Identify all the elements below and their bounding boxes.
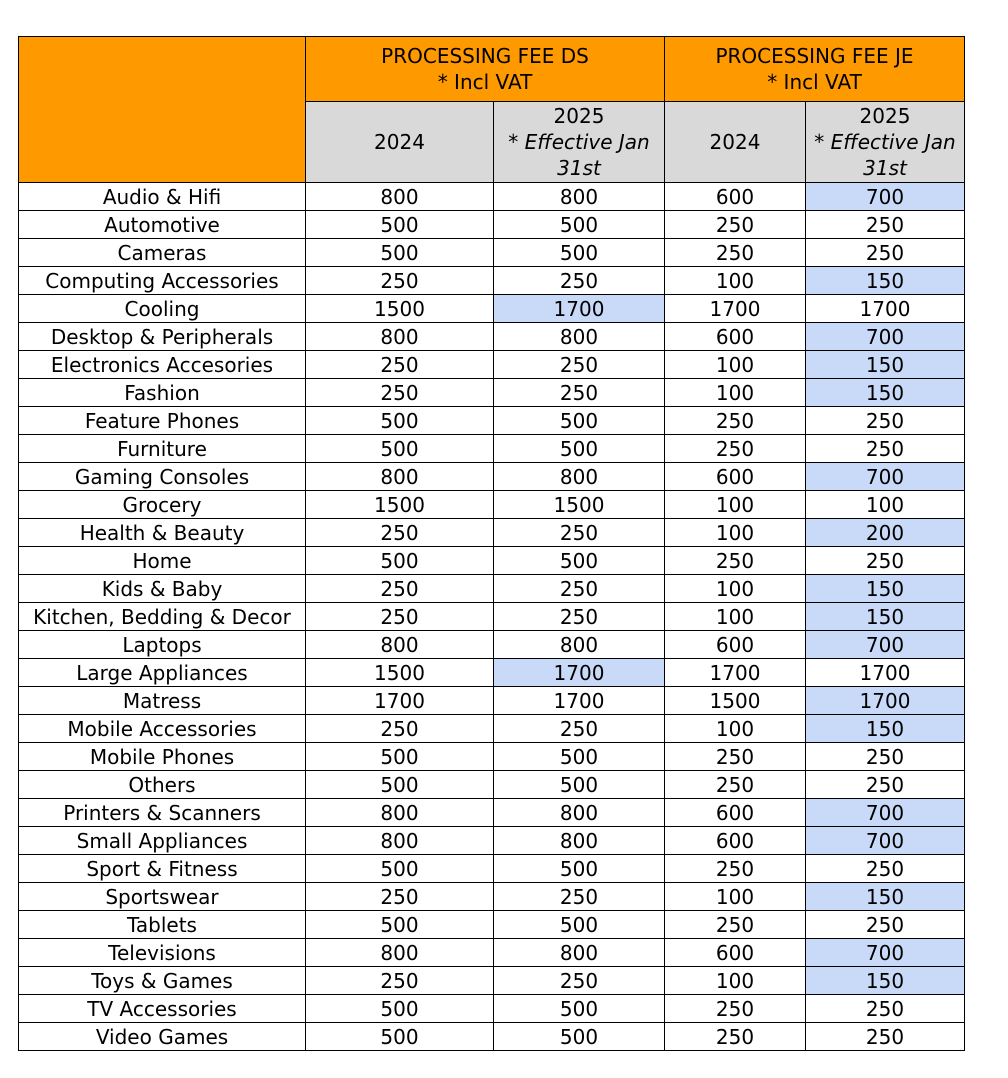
fee-cell-ds2025: 800 — [494, 631, 665, 659]
fee-cell-ds2024: 500 — [306, 855, 494, 883]
table-row — [19, 603, 965, 631]
fee-cell-ds2025: 500 — [494, 855, 665, 883]
fee-cell-je2024: 250 — [665, 239, 806, 267]
fee-cell-je2025: 1700 — [806, 295, 965, 323]
fee-cell-ds2024: 500 — [306, 995, 494, 1023]
fee-cell-ds2024: 800 — [306, 631, 494, 659]
table-row — [19, 239, 965, 267]
fee-cell-je2024: 100 — [665, 379, 806, 407]
fee-cell-je2024: 100 — [665, 267, 806, 295]
fee-cell-je2025: 250 — [806, 407, 965, 435]
fee-cell-je2024: 250 — [665, 1023, 806, 1051]
category-cell: Kitchen, Bedding & Decor — [19, 603, 306, 631]
category-cell: Furniture — [19, 435, 306, 463]
category-cell: Fashion — [19, 379, 306, 407]
fee-cell-je2025: 700 — [806, 323, 965, 351]
fee-cell-ds2024: 800 — [306, 799, 494, 827]
fee-cell-ds2024: 250 — [306, 351, 494, 379]
fee-cell-ds2025: 250 — [494, 603, 665, 631]
fee-cell-ds2024: 500 — [306, 1023, 494, 1051]
category-cell: Gaming Consoles — [19, 463, 306, 491]
fee-cell-ds2024: 500 — [306, 435, 494, 463]
category-cell: Audio & Hifi — [19, 183, 306, 211]
group-header-ds — [306, 37, 665, 102]
fee-cell-ds2025: 500 — [494, 239, 665, 267]
fee-cell-je2024: 250 — [665, 911, 806, 939]
fee-cell-ds2025: 1700 — [494, 295, 665, 323]
fee-cell-ds2024: 500 — [306, 771, 494, 799]
fee-cell-ds2024: 250 — [306, 883, 494, 911]
fee-cell-ds2025: 250 — [494, 351, 665, 379]
fee-cell-ds2024: 250 — [306, 715, 494, 743]
table-row — [19, 323, 965, 351]
fee-cell-je2025: 1700 — [806, 687, 965, 715]
category-cell: Electronics Accesories — [19, 351, 306, 379]
fee-cell-ds2025: 500 — [494, 435, 665, 463]
table-row — [19, 995, 965, 1023]
fee-cell-je2025: 700 — [806, 183, 965, 211]
table-row — [19, 491, 965, 519]
category-cell: Tablets — [19, 911, 306, 939]
fee-cell-je2025: 250 — [806, 435, 965, 463]
category-cell: Cameras — [19, 239, 306, 267]
category-cell: Cooling — [19, 295, 306, 323]
table-row — [19, 715, 965, 743]
table-row — [19, 435, 965, 463]
fee-cell-je2024: 1700 — [665, 295, 806, 323]
category-cell: Feature Phones — [19, 407, 306, 435]
table-row — [19, 659, 965, 687]
fee-cell-ds2025: 250 — [494, 967, 665, 995]
group-header-ds-note: * Incl VAT — [437, 70, 533, 94]
category-cell: Home — [19, 547, 306, 575]
fee-rows — [19, 183, 965, 1051]
group-header-row — [19, 37, 965, 102]
fee-cell-ds2025: 500 — [494, 995, 665, 1023]
table-row — [19, 939, 965, 967]
fee-cell-je2025: 250 — [806, 995, 965, 1023]
fee-cell-ds2025: 250 — [494, 575, 665, 603]
fee-cell-ds2025: 500 — [494, 743, 665, 771]
fee-cell-je2025: 250 — [806, 743, 965, 771]
fee-cell-ds2024: 800 — [306, 939, 494, 967]
fee-cell-je2025: 250 — [806, 239, 965, 267]
fee-cell-ds2025: 250 — [494, 379, 665, 407]
fee-cell-ds2025: 500 — [494, 911, 665, 939]
table-row — [19, 687, 965, 715]
fee-cell-je2024: 100 — [665, 883, 806, 911]
fee-cell-ds2024: 1700 — [306, 687, 494, 715]
category-cell: Sport & Fitness — [19, 855, 306, 883]
col-header-ds-2024: 2024 — [306, 102, 494, 183]
fee-cell-je2025: 700 — [806, 827, 965, 855]
category-cell: Sportswear — [19, 883, 306, 911]
fee-cell-je2024: 100 — [665, 491, 806, 519]
table-row — [19, 547, 965, 575]
fee-cell-je2024: 100 — [665, 575, 806, 603]
fee-cell-je2024: 250 — [665, 435, 806, 463]
category-cell: Video Games — [19, 1023, 306, 1051]
fee-cell-ds2024: 250 — [306, 267, 494, 295]
fee-cell-ds2025: 800 — [494, 799, 665, 827]
fee-cell-ds2025: 800 — [494, 183, 665, 211]
fee-cell-je2024: 600 — [665, 323, 806, 351]
fee-cell-ds2024: 800 — [306, 323, 494, 351]
col-header-je-2025-note: Effective Jan 31st — [830, 130, 956, 180]
fee-cell-je2025: 1700 — [806, 659, 965, 687]
processing-fee-table — [18, 36, 965, 1051]
table-row — [19, 799, 965, 827]
table-row — [19, 211, 965, 239]
fee-cell-ds2024: 500 — [306, 743, 494, 771]
category-cell: Toys & Games — [19, 967, 306, 995]
fee-cell-ds2024: 250 — [306, 379, 494, 407]
fee-cell-ds2025: 250 — [494, 883, 665, 911]
fee-cell-ds2025: 500 — [494, 547, 665, 575]
category-cell: TV Accessories — [19, 995, 306, 1023]
fee-cell-ds2025: 500 — [494, 211, 665, 239]
fee-cell-ds2025: 1700 — [494, 687, 665, 715]
category-cell: Printers & Scanners — [19, 799, 306, 827]
group-header-je-note: * Incl VAT — [767, 70, 862, 94]
category-cell: Desktop & Peripherals — [19, 323, 306, 351]
group-header-je-title: PROCESSING FEE JE — [715, 44, 914, 68]
col-header-je-2025-star: * — [814, 130, 825, 154]
fee-cell-je2024: 250 — [665, 771, 806, 799]
table-row — [19, 379, 965, 407]
fee-cell-ds2024: 250 — [306, 575, 494, 603]
fee-cell-ds2024: 500 — [306, 547, 494, 575]
fee-cell-ds2025: 500 — [494, 771, 665, 799]
category-cell: Small Appliances — [19, 827, 306, 855]
category-cell: Others — [19, 771, 306, 799]
fee-cell-je2024: 250 — [665, 547, 806, 575]
fee-cell-je2025: 150 — [806, 967, 965, 995]
fee-cell-ds2025: 800 — [494, 323, 665, 351]
fee-cell-je2024: 250 — [665, 855, 806, 883]
group-header-je — [665, 37, 965, 102]
fee-cell-ds2025: 250 — [494, 267, 665, 295]
category-cell: Mobile Accessories — [19, 715, 306, 743]
col-header-je-2025-year: 2025 — [859, 104, 911, 128]
category-cell: Televisions — [19, 939, 306, 967]
col-header-je-2025 — [806, 102, 965, 183]
fee-cell-ds2025: 250 — [494, 519, 665, 547]
fee-cell-ds2024: 500 — [306, 407, 494, 435]
group-header-ds-title: PROCESSING FEE DS — [381, 44, 589, 68]
fee-cell-ds2024: 1500 — [306, 491, 494, 519]
category-cell: Computing Accessories — [19, 267, 306, 295]
fee-cell-je2025: 700 — [806, 631, 965, 659]
fee-cell-je2024: 100 — [665, 967, 806, 995]
fee-cell-je2025: 700 — [806, 939, 965, 967]
fee-cell-je2024: 600 — [665, 799, 806, 827]
fee-cell-ds2024: 1500 — [306, 659, 494, 687]
fee-cell-je2024: 600 — [665, 183, 806, 211]
table-row — [19, 1023, 965, 1051]
fee-cell-je2025: 150 — [806, 883, 965, 911]
table-row — [19, 407, 965, 435]
fee-cell-je2025: 250 — [806, 1023, 965, 1051]
table-row — [19, 827, 965, 855]
category-cell: Kids & Baby — [19, 575, 306, 603]
fee-cell-je2024: 600 — [665, 631, 806, 659]
col-header-ds-2025-year: 2025 — [553, 104, 605, 128]
fee-cell-ds2024: 800 — [306, 183, 494, 211]
table-row — [19, 911, 965, 939]
fee-cell-je2025: 250 — [806, 855, 965, 883]
fee-cell-je2025: 100 — [806, 491, 965, 519]
table-row — [19, 575, 965, 603]
table-row — [19, 519, 965, 547]
fee-cell-je2024: 100 — [665, 351, 806, 379]
fee-cell-ds2024: 250 — [306, 519, 494, 547]
fee-cell-ds2024: 1500 — [306, 295, 494, 323]
fee-cell-je2024: 100 — [665, 603, 806, 631]
col-header-je-2024: 2024 — [665, 102, 806, 183]
category-cell: Grocery — [19, 491, 306, 519]
fee-cell-ds2025: 250 — [494, 715, 665, 743]
table-row — [19, 183, 965, 211]
fee-cell-je2025: 250 — [806, 911, 965, 939]
fee-cell-je2024: 600 — [665, 827, 806, 855]
fee-cell-ds2025: 500 — [494, 1023, 665, 1051]
table-row — [19, 351, 965, 379]
col-header-je-2025-note-wrap — [806, 129, 964, 181]
fee-cell-je2025: 150 — [806, 603, 965, 631]
table-row — [19, 771, 965, 799]
fee-cell-ds2025: 1500 — [494, 491, 665, 519]
fee-cell-ds2024: 800 — [306, 463, 494, 491]
fee-cell-je2025: 250 — [806, 547, 965, 575]
table-row — [19, 743, 965, 771]
fee-cell-je2025: 150 — [806, 267, 965, 295]
fee-cell-ds2024: 500 — [306, 211, 494, 239]
fee-cell-ds2024: 800 — [306, 827, 494, 855]
category-cell: Mobile Phones — [19, 743, 306, 771]
fee-cell-je2025: 700 — [806, 799, 965, 827]
col-header-ds-2025-note: * Effective Jan 31st — [508, 130, 650, 180]
fee-cell-je2025: 200 — [806, 519, 965, 547]
fee-cell-je2024: 600 — [665, 939, 806, 967]
fee-cell-je2024: 1500 — [665, 687, 806, 715]
fee-cell-je2025: 700 — [806, 463, 965, 491]
table-row — [19, 295, 965, 323]
fee-cell-ds2025: 800 — [494, 463, 665, 491]
fee-cell-je2024: 100 — [665, 715, 806, 743]
fee-cell-ds2025: 1700 — [494, 659, 665, 687]
fee-cell-je2025: 250 — [806, 211, 965, 239]
table-row — [19, 631, 965, 659]
fee-cell-je2024: 250 — [665, 407, 806, 435]
fee-cell-je2025: 150 — [806, 715, 965, 743]
fee-cell-ds2024: 250 — [306, 603, 494, 631]
fee-cell-je2024: 100 — [665, 519, 806, 547]
fee-cell-je2024: 250 — [665, 995, 806, 1023]
fee-cell-ds2025: 800 — [494, 939, 665, 967]
fee-cell-ds2024: 250 — [306, 967, 494, 995]
category-cell: Large Appliances — [19, 659, 306, 687]
category-cell: Health & Beauty — [19, 519, 306, 547]
fee-cell-ds2025: 500 — [494, 407, 665, 435]
table-row — [19, 267, 965, 295]
fee-cell-je2024: 250 — [665, 211, 806, 239]
category-cell: Laptops — [19, 631, 306, 659]
table-row — [19, 855, 965, 883]
fee-cell-je2025: 150 — [806, 379, 965, 407]
category-cell: Automotive — [19, 211, 306, 239]
fee-cell-je2024: 600 — [665, 463, 806, 491]
fee-cell-je2025: 250 — [806, 771, 965, 799]
table-row — [19, 967, 965, 995]
fee-cell-ds2024: 500 — [306, 911, 494, 939]
fee-cell-ds2024: 500 — [306, 239, 494, 267]
table-row — [19, 883, 965, 911]
fee-cell-je2025: 150 — [806, 351, 965, 379]
table-row — [19, 463, 965, 491]
fee-cell-je2024: 1700 — [665, 659, 806, 687]
fee-cell-je2024: 250 — [665, 743, 806, 771]
corner-cell — [19, 37, 306, 183]
fee-cell-ds2025: 800 — [494, 827, 665, 855]
fee-cell-je2025: 150 — [806, 575, 965, 603]
col-header-ds-2025 — [494, 102, 665, 183]
category-cell: Matress — [19, 687, 306, 715]
